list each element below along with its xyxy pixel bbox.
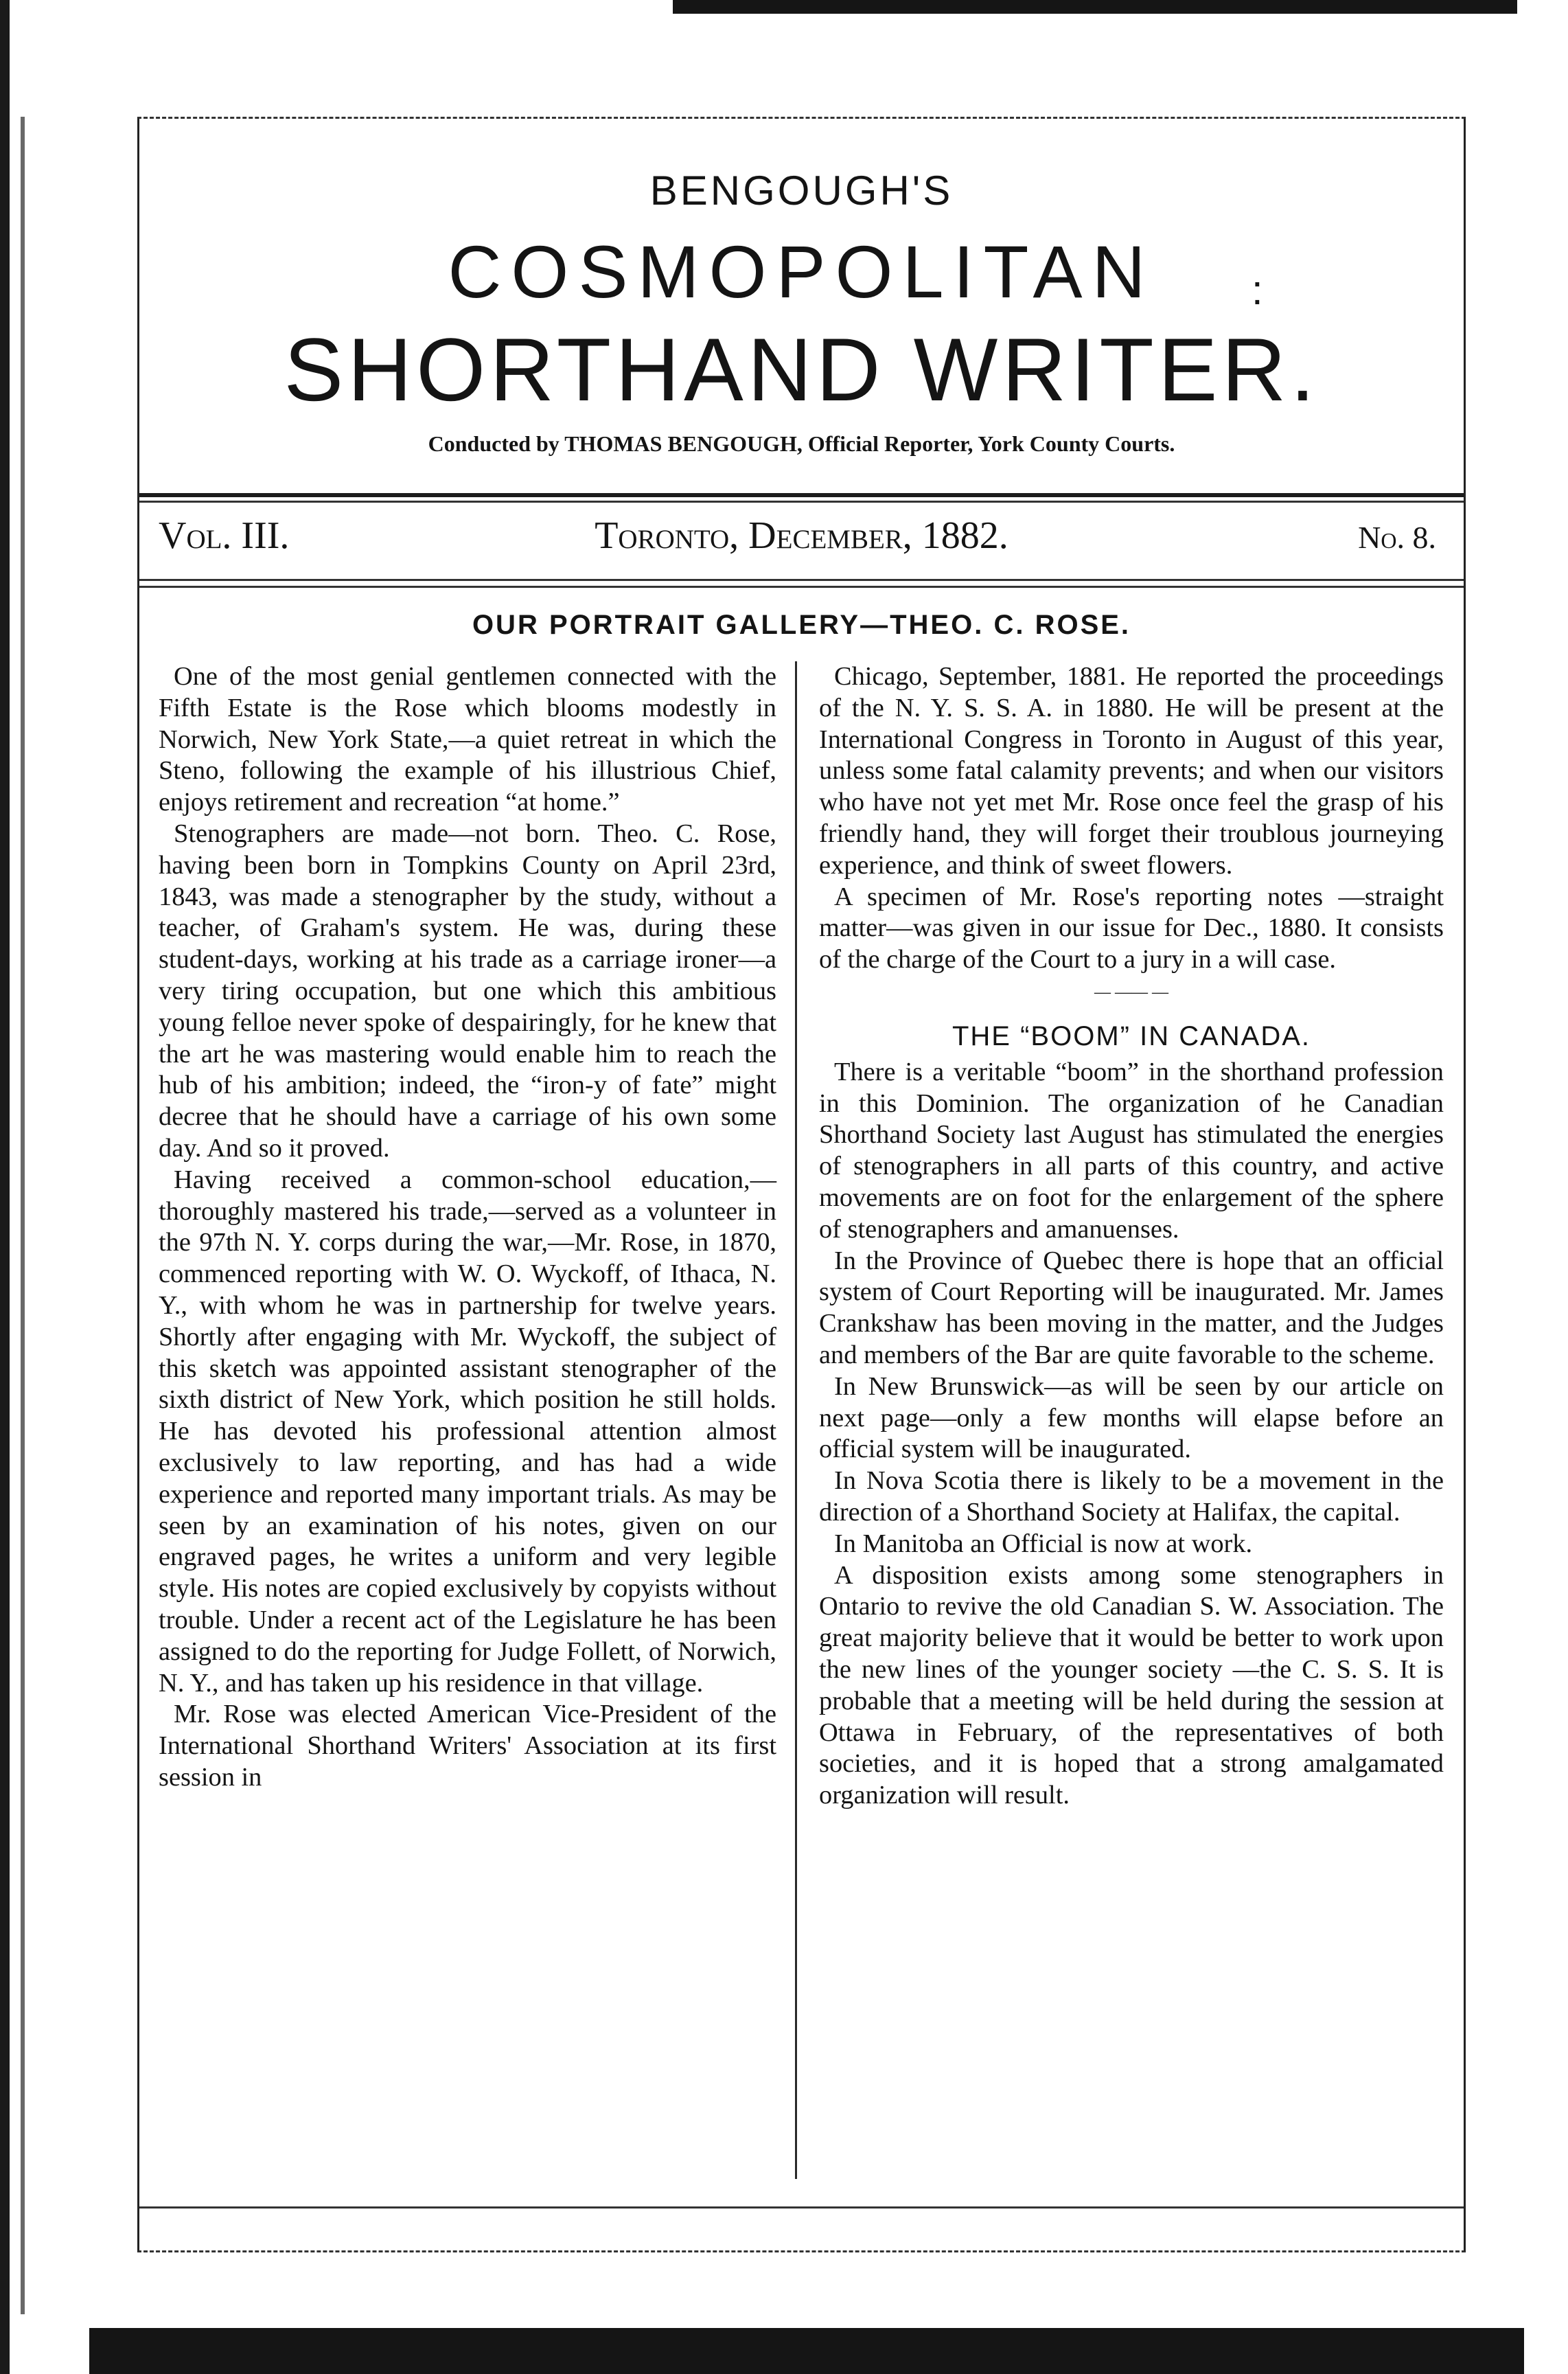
place-date: Toronto, December, 1882. (595, 514, 1008, 557)
scan-top-edge (673, 0, 1517, 14)
section-headline: THE “BOOM” IN CANADA. (952, 1020, 1311, 1051)
issue-number: No. 8. (1358, 520, 1436, 555)
scan-left-shadow (21, 117, 25, 2314)
paragraph: There is a veritable “boom” in the shorthand profession in this Dominion. The organization of he Canadian Shorthand Society last August has stimulated the energies of stenographers in all parts of this country, and active movements are on foot for the enlargement of the sphere of stenographers and amanuenses. (819, 1057, 1444, 1244)
column-divider (795, 661, 797, 2179)
article-headline: OUR PORTRAIT GALLERY—THEO. C. ROSE. (472, 610, 1131, 640)
scan-left-edge (0, 0, 10, 2374)
paragraph: A specimen of Mr. Rose's reporting notes —straight matter—was given in our issue for Dec., 1880. It consists of the charge of the Court to a jury in a will case. (819, 882, 1444, 974)
paragraph: A disposition exists among some stenographers in Ontario to revive the old Canadian S. W. Association. The great majority believe that it would be better to work upon the new lines of the younger society —the C. S. S. It is probable that a meeting will be held during the session at Ottawa in February, of the representatives of both societies, and it is hoped that a strong amalgamated organization will result. (819, 1560, 1444, 1810)
paragraph: Mr. Rose was elected American Vice-President of the International Shorthand Writers' Association at its first session in (159, 1700, 776, 1792)
masthead-rule (139, 493, 1464, 497)
paragraph: One of the most genial gentlemen connected with the Fifth Estate is the Rose which blooms modestly in Norwich, New York State,—a quiet retreat in which the Steno, following the example of his illustrious Chief, enjoys retirement and recreation “at home.” (159, 662, 776, 817)
right-column (819, 661, 1444, 1812)
left-column (159, 661, 776, 1794)
paragraph: Stenographers are made—not born. Theo. C. Rose, having been born in Tompkins County on April 23rd, 1843, was made a stenographer by the study, without a teacher, of Graham's system. He was, during these student-days, working at his trade as a carriage ironer—a very tiring occupation, but one which this ambitious young felloe never spoke of despairingly, for he knew that the art he was mastering would enable him to reach the hub of his ambition; indeed, the “iron-y of fate” might decree that he should have a carriage of his own some day. And so it proved. (159, 819, 776, 1163)
paragraph: Chicago, September, 1881. He reported the proceedings of the N. Y. S. S. A. in 1880. He will be present at the International Congress in Toronto in August of this year, unless some fatal calamity prevents; and when our visitors who have not yet met Mr. Rose once feel the grasp of his friendly hand, they will forget their troublous journeying experience, and think of sweet flowers. (819, 662, 1444, 880)
masthead-pre-title: BENGOUGH'S (649, 168, 954, 214)
newspaper-page (137, 117, 1466, 2252)
scan-bottom-edge (89, 2328, 1524, 2374)
paragraph: In Manitoba an Official is now at work. (834, 1529, 1253, 1558)
volume-label: Vol. III. (159, 514, 290, 557)
masthead-conductor: Conducted by THOMAS BENGOUGH, Official Reporter, York County Courts. (428, 431, 1175, 456)
paragraph: In Nova Scotia there is likely to be a movement in the direction of a Shorthand Society at Halifax, the capital. (819, 1466, 1444, 1527)
dateline (139, 514, 1464, 569)
masthead-subtitle: SHORTHAND WRITER. (284, 319, 1319, 420)
masthead-title: COSMOPOLITAN (448, 230, 1155, 313)
dateline-rule (139, 579, 1464, 581)
masthead-rule-thin (139, 501, 1464, 503)
section-separator: — —— — (1094, 983, 1168, 1001)
bottom-rule (139, 2206, 1464, 2208)
paragraph: In the Province of Quebec there is hope that an official system of Court Reporting will be inaugurated. Mr. James Crankshaw has been moving in the matter, and the Judges and members of the Bar are quite favorable to the scheme. (819, 1246, 1444, 1369)
paragraph: In New Brunswick—as will be seen by our article on next page—only a few months will elapse before an official system will be inaugurated. (819, 1371, 1444, 1464)
dateline-rule-2 (139, 586, 1464, 588)
stray-mark: : (1252, 267, 1263, 313)
paragraph: Having received a common-school education,—thoroughly mastered his trade,—served as a volunteer in the 97th N. Y. corps during the war,—Mr. Rose, in 1870, commenced reporting with W. O. Wyckoff, of Ithaca, N. Y., with whom he was in partnership for twelve years. Shortly after engaging with Mr. Wyckoff, the subject of this sketch was appointed assistant stenographer of the sixth district of New York, which position he still holds. He has devoted his professional attention almost exclusively to law reporting, and has had a wide experience and reported many important trials. As may be seen by an examination of his notes, given on our engraved pages, he writes a uniform and very legible style. His notes are copied exclusively by copyists without trouble. Under a recent act of the Legislature he has been assigned to do the reporting for Judge Follett, of Norwich, N. Y., and has taken up his residence in that village. (159, 1165, 776, 1698)
